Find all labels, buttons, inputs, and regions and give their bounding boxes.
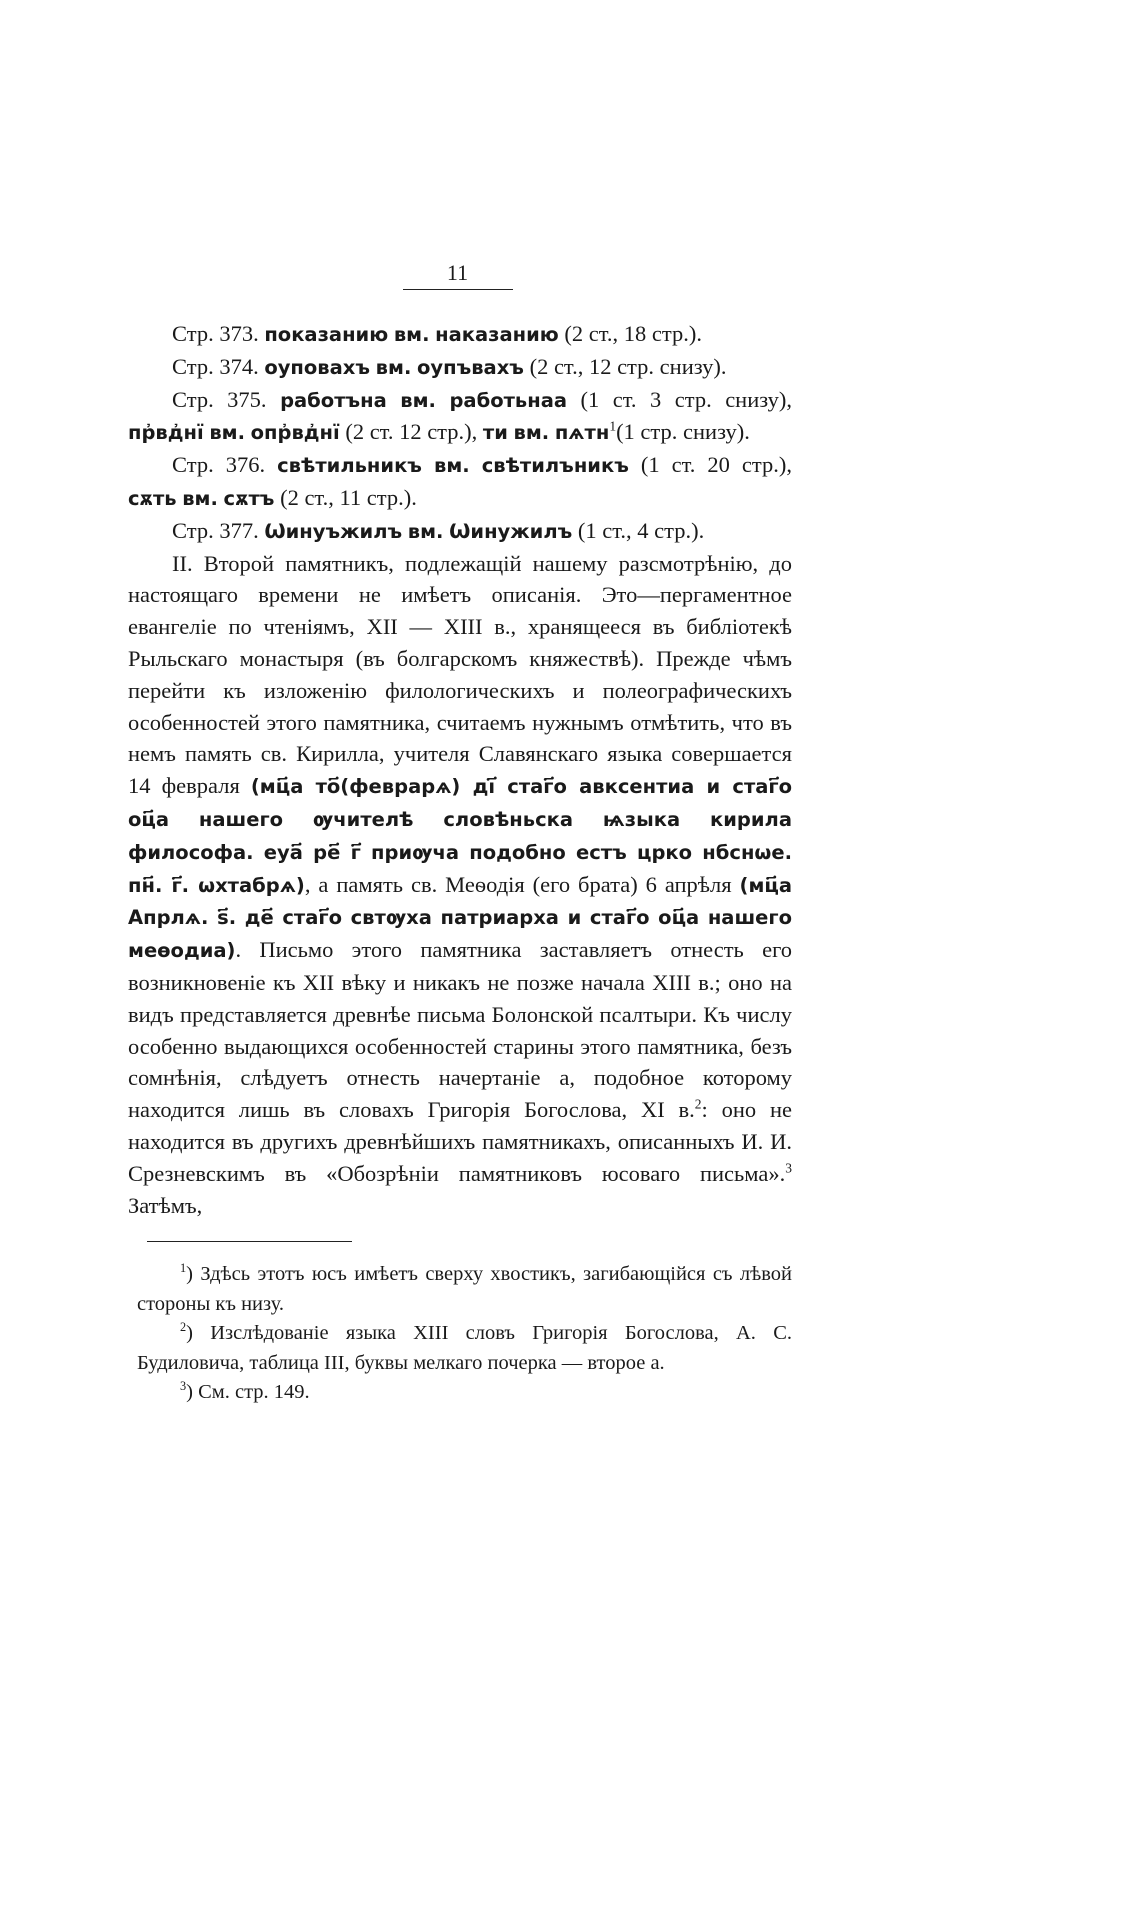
body-text [128,318,792,1221]
footnote-2: $^2$) Изслѣдованіе языка XIII словъ Григорія Богослова, А. С. Будиловича, таблица III, буквы мелкаго почерка — второе а. [137,1320,792,1374]
footnote-3: $^3$) См. стр. 149. [180,1379,310,1403]
footnote-ref-2: 2 [694,1096,702,1112]
footnote-1: $^1$) Здѣсь этотъ юсъ имѣетъ сверху хвостикъ, загибающійся съ лѣвой стороны къ низу. [137,1261,792,1315]
footnote-separator [147,1241,352,1242]
footnote-ref-3: 3 [785,1160,792,1176]
correction-377: Стр. 377. Ѡинуъжилъ вм. Ѡинужилъ (1 ст., 4 стр.). [172,517,705,543]
church-slavonic-quote-1: (мц҃а то҃(феврарѧ) ді҃ стаг҃о авксентиа и стаг҃о оц҃а нашего ѹчителѣ словѣньска ѩзыка кирила философа. еуа҃ ре҃ г҃ приѹча подобно естъ црко нбснѡе. пн҃. г҃. ѡхтабрѧ) [128,775,793,897]
page-number-rule [403,289,513,290]
church-slavonic-quote-2: (мц҃а Апрлѧ. ѕ҃. де҃ стаг҃о свтѹха патриарха и стаг҃о оц҃а нашего меѳодиа) [128,873,793,963]
correction-376: Стр. 376. свѣтильникъ вм. свѣтилъникъ (1 ст. 20 стр.), сѫть вм. сѫтъ (2 ст., 11 стр.). [128,452,793,510]
correction-374: Стр. 374. оуповахъ вм. оупъвахъ (2 ст., 12 стр. снизу). [172,353,727,379]
correction-375: Стр. 375. работъна вм. работьнаа (1 ст. 3 стр. снизу), пр҆вд҆нї вм. опр҆вд҆нї (2 ст. 12 стр.), ти вм. пѧтн$^1$(1 стр. снизу). [128,386,793,445]
footnotes [137,1260,792,1408]
page-number: 11 [446,260,469,285]
footnote-ref-1: 1 [609,418,617,434]
main-paragraph: II. Второй памятникъ, подлежащій нашему разсмотрѣнію, до настоящаго времени не имѣетъ описанія. Это—пергаментное евангеліе по чтеніямъ, XII — XIII в., хранящееся въ библіотекѣ Рыльскаго монастыря (въ болгарскомъ княжествѣ). Прежде чѣмъ перейти къ изложенію филологическихъ и полеографическихъ особенностей этого памятника, считаемъ нужнымъ отмѣтить, что въ немъ память св. Кирилла, учителя Славянскаго языка совершается 14 февраля (мц҃а то҃(феврарѧ) ді҃ стаг҃о авксентиа и стаг҃о оц҃а нашего ѹчителѣ словѣньска ѩзыка кирила философа. еуа҃ ре҃ г҃ приѹча подобно естъ црко нбснѡе. пн҃. г҃. ѡхтабрѧ), а память св. Меѳодія (его брата) 6 апрѣля (мц҃а Апрлѧ. ѕ҃. де҃ стаг҃о свтѹха патриарха и стаг҃о оц҃а нашего меѳодиа). Письмо этого памятника заставляетъ отнесть его возникновеніе къ XII вѣку и никакъ не позже начала XIII в.; оно на видъ представляется древнѣе письма Болонской псалтыри. Къ числу особенно выдающихся особенностей старины этого памятника, безъ сомнѣнія, слѣдуетъ отнесть начертаніе а, подобное которому находится лишь въ словахъ Григорія Богослова, XI в.$^2$: оно не находится въ другихъ древнѣйшихъ памятникахъ, описанныхъ И. И. Срезневскимъ въ «Обозрѣніи памятниковъ юсоваго письма».$^3$ Затѣмъ, [128,550,793,1218]
correction-373: Стр. 373. показанию вм. наказанию (2 ст., 18 стр.). [172,321,702,346]
